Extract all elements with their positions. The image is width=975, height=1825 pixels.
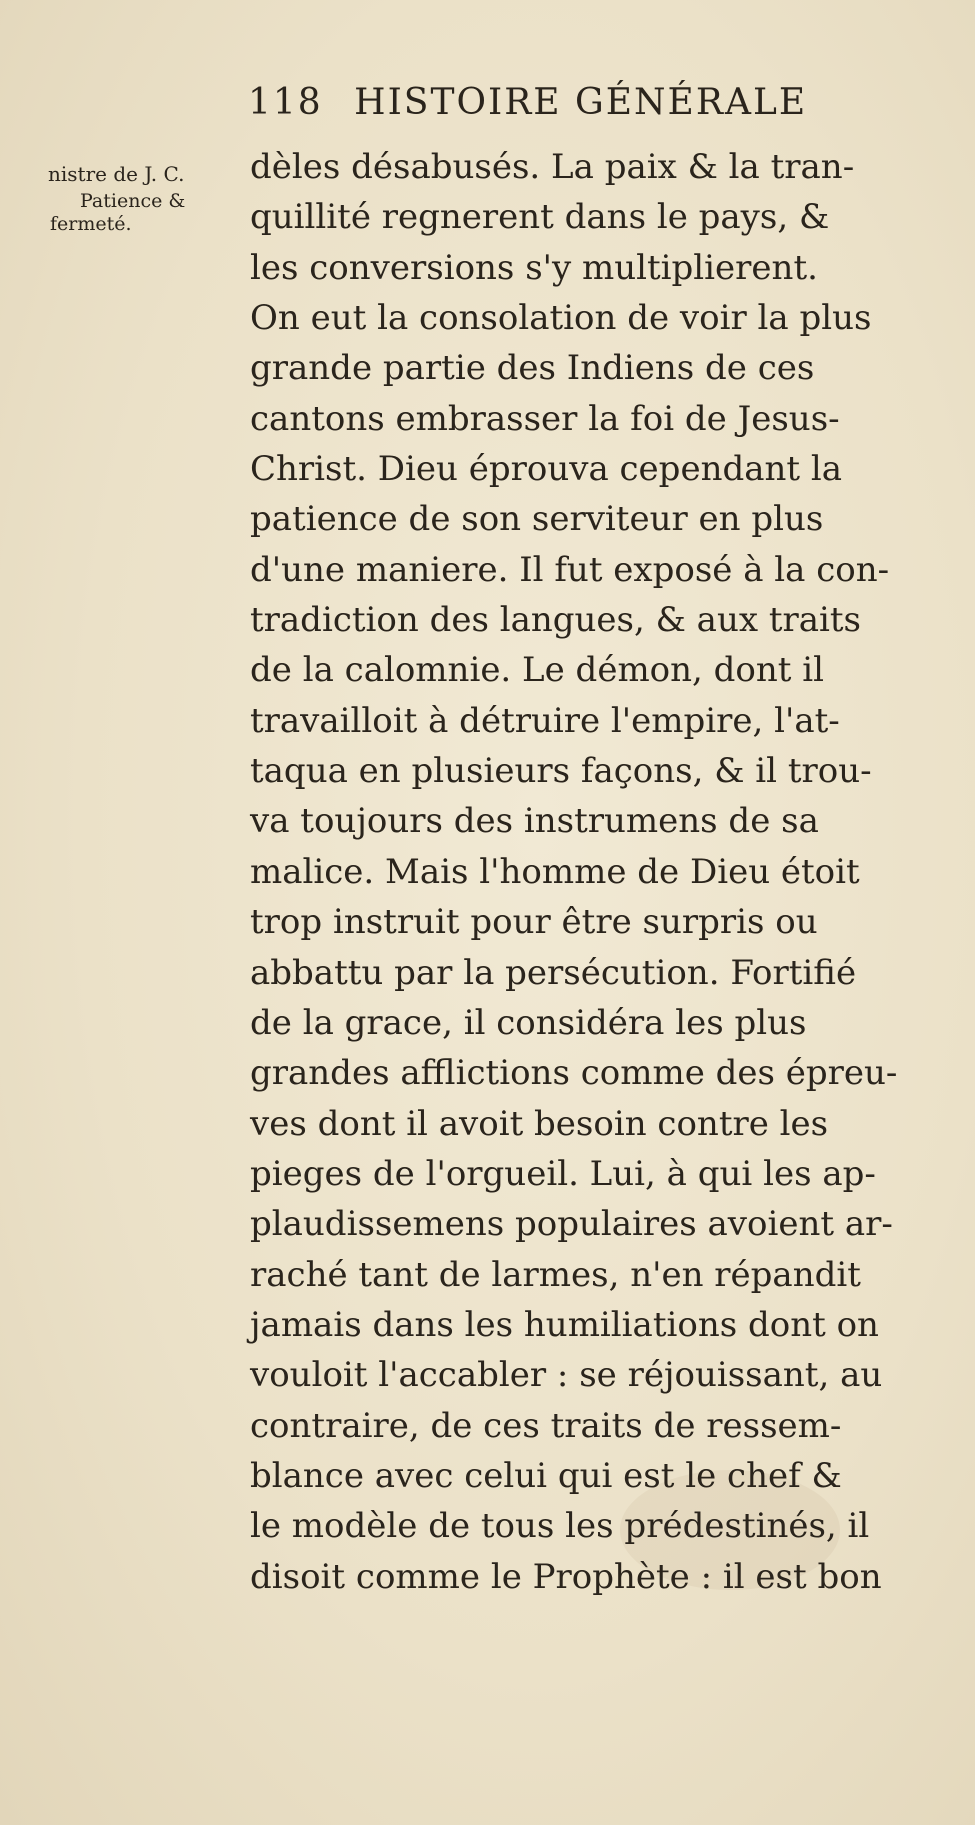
text-line: blance avec celui qui est le chef & [250, 1455, 842, 1496]
text-line: ves dont il avoit besoin contre les [250, 1103, 829, 1144]
text-line: travailloit à détruire l'empire, l'at- [250, 700, 840, 741]
text-line: On eut la consolation de voir la plus [250, 298, 872, 339]
running-header [248, 82, 888, 123]
text-line: de la calomnie. Le démon, dont il [250, 650, 825, 691]
text-line: d'une maniere. Il fut exposé à la con- [250, 549, 890, 590]
text-line: raché tant de larmes, n'en répandit [250, 1254, 861, 1295]
margin-note-2: Patience & [80, 190, 186, 212]
text-line: grande partie des Indiens de ces [250, 348, 815, 389]
text-line: abbattu par la persécution. Fortifié [250, 952, 857, 993]
text-line: quillité regnerent dans le pays, & [250, 197, 830, 238]
text-line: les conversions s'y multiplierent. [250, 247, 818, 288]
text-line: va toujours des instrumens de sa [250, 801, 819, 842]
text-line: malice. Mais l'homme de Dieu étoit [250, 851, 860, 892]
text-line: disoit comme le Prophète : il est bon [250, 1556, 882, 1597]
text-line: contraire, de ces traits de ressem- [250, 1405, 842, 1446]
text-line: le modèle de tous les prédestinés, il [250, 1506, 870, 1547]
text-line: grandes afflictions comme des épreu- [250, 1053, 898, 1094]
text-line: trop instruit pour être surpris ou [250, 902, 818, 943]
text-line: tradiction des langues, & aux traits [250, 600, 862, 641]
text-line: de la grace, il considéra les plus [250, 1002, 807, 1043]
text-line: taqua en plusieurs façons, & il trou- [250, 751, 872, 792]
text-line: Christ. Dieu éprouva cependant la [250, 449, 843, 490]
text-line: jamais dans les humiliations dont on [250, 1304, 879, 1345]
text-line: patience de son serviteur en plus [250, 499, 824, 540]
text-line: pieges de l'orgueil. Lui, à qui les ap- [250, 1153, 876, 1194]
text-line: dèles désabusés. La paix & la tran- [250, 147, 855, 187]
margin-note-3: fermeté. [50, 213, 132, 235]
text-line: plaudissemens populaires avoient ar- [250, 1204, 893, 1245]
text-line: cantons embrasser la foi de Jesus- [250, 398, 840, 439]
text-line: vouloit l'accabler : se réjouissant, au [250, 1355, 883, 1396]
body-text [250, 142, 960, 1602]
page-number: 118 [248, 82, 323, 123]
running-title: HISTOIRE GÉNÉRALE [354, 82, 808, 123]
margin-note-1: nistre de J. C. [48, 162, 185, 186]
